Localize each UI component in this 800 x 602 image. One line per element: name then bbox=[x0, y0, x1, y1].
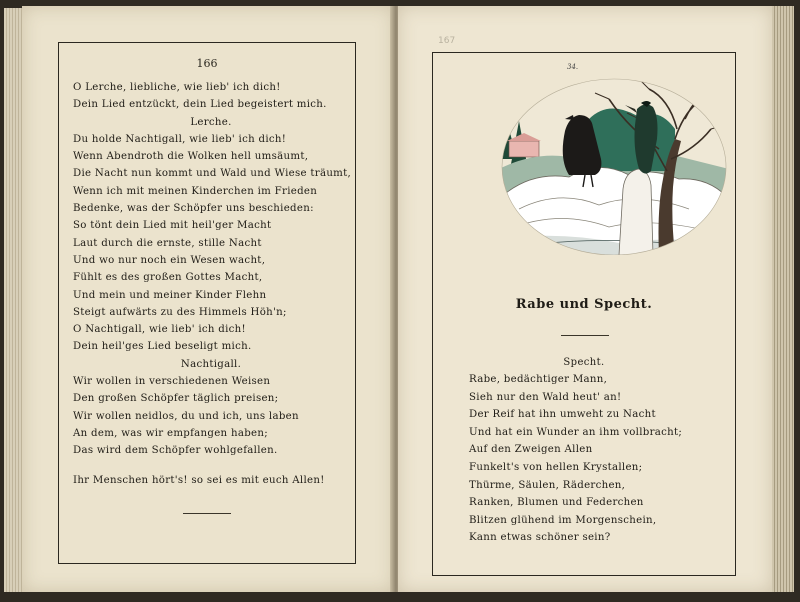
verse-line: Das wird dem Schöpfer wohlgefallen. bbox=[73, 445, 278, 457]
verse-line: Sieh nur den Wald heut' an! bbox=[469, 391, 622, 403]
verse-line: Und wo nur noch ein Wesen wacht, bbox=[73, 254, 266, 266]
verse-line: Wenn Abendroth die Wolken hell umsäumt, bbox=[73, 151, 309, 163]
raven-woodpecker-winter-illustration bbox=[499, 59, 729, 255]
left-page bbox=[22, 6, 394, 592]
verse-line: Dein heil'ges Lied beseligt mich. bbox=[73, 341, 252, 353]
verse-line: Thürme, Säulen, Räderchen, bbox=[469, 479, 626, 491]
verse-line: Blitzen glühend im Morgenschein, bbox=[469, 514, 657, 526]
verse-line: Kann etwas schöner sein? bbox=[469, 532, 611, 544]
verse-line: Wir wollen in verschiedenen Weisen bbox=[73, 376, 271, 388]
speaker-label: Lerche. bbox=[190, 116, 232, 128]
verse-line: O Lerche, liebliche, wie lieb' ich dich! bbox=[73, 82, 281, 93]
verse-line: Funkelt's von hellen Krystallen; bbox=[469, 461, 643, 473]
verse-line: Auf den Zweigen Allen bbox=[469, 444, 593, 456]
closing-line: Ihr Menschen hört's! so sei es mit euch Allen! bbox=[73, 475, 325, 486]
verse-line: Steigt aufwärts zu des Himmels Höh'n; bbox=[73, 306, 287, 318]
verse-line: So tönt dein Lied mit heil'ger Macht bbox=[73, 220, 272, 232]
verse-line: Wir wollen neidlos, du und ich, uns laben bbox=[73, 410, 299, 422]
end-rule bbox=[183, 513, 231, 514]
illustration-number: 34. bbox=[567, 63, 579, 71]
right-page bbox=[398, 6, 772, 592]
title-rule bbox=[561, 335, 609, 336]
verse-line: Bedenke, was der Schöpfer uns beschieden: bbox=[73, 203, 314, 215]
book-edge-left bbox=[4, 8, 24, 592]
poem-title: Rabe und Specht. bbox=[515, 297, 653, 312]
left-page-frame bbox=[58, 42, 356, 564]
verse-line: Du holde Nachtigall, wie lieb' ich dich! bbox=[73, 133, 287, 145]
verse-line: Fühlt es des großen Gottes Macht, bbox=[73, 272, 263, 284]
verse-line: Und hat ein Wunder an ihm vollbracht; bbox=[469, 426, 683, 438]
verse-line: Ranken, Blumen und Federchen bbox=[469, 497, 644, 509]
right-page-frame bbox=[432, 52, 736, 576]
verse-line: Der Reif hat ihn umweht zu Nacht bbox=[469, 409, 656, 421]
page-number: 166 bbox=[196, 57, 218, 70]
verse-line: Und mein und meiner Kinder Flehn bbox=[73, 289, 267, 301]
verse-line: Laut durch die ernste, stille Nacht bbox=[73, 237, 262, 249]
right-page-verses bbox=[469, 371, 719, 547]
verse-line: Wenn ich mit meinen Kinderchen im Frieden bbox=[73, 185, 318, 197]
verse-line: O Nachtigall, wie lieb' ich dich! bbox=[73, 324, 246, 336]
verse-line: An dem, was wir empfangen haben; bbox=[73, 427, 268, 439]
speaker-label: Nachtigall. bbox=[180, 358, 242, 370]
pencil-page-mark: 167 bbox=[438, 36, 456, 46]
verse-line: Den großen Schöpfer täglich preisen; bbox=[73, 393, 279, 405]
verse-line: Dein Lied entzückt, dein Lied begeistert mich. bbox=[73, 99, 327, 111]
book-edge-right bbox=[772, 6, 794, 592]
verse-line: Die Nacht nun kommt und Wald und Wiese träumt, bbox=[73, 168, 352, 180]
left-page-verses bbox=[73, 79, 352, 460]
verse-line: Rabe, bedächtiger Mann, bbox=[469, 374, 608, 385]
speaker-label: Specht. bbox=[563, 357, 605, 368]
